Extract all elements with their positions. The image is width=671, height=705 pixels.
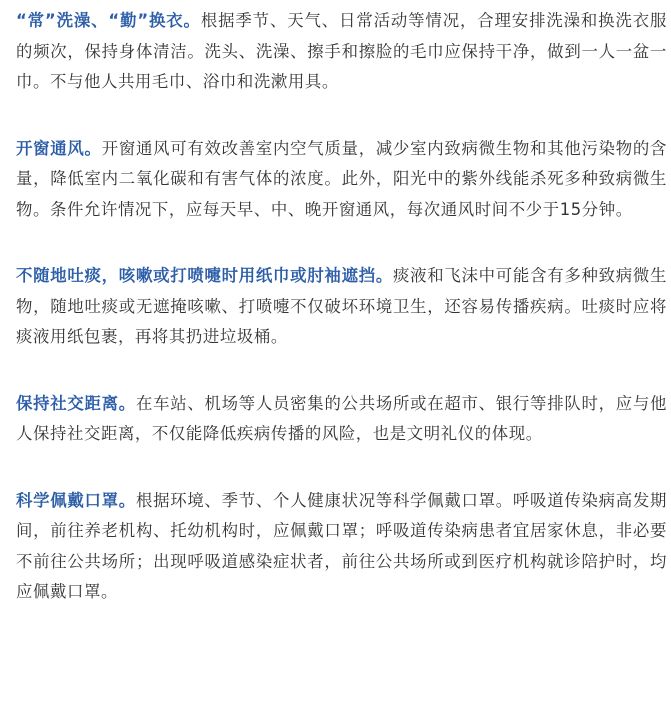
paragraph-text: 痰液和飞沫中可能含有多种致病微生物，随地吐痰或无遮掩咳嗽、打喷嚏不仅破坏环境卫生，还容易传播疾病。吐痰时应将痰液用纸包裹，再将其扔进垃圾桶。	[16, 266, 667, 346]
paragraph-heading: “常”洗澡、“勤”换衣。	[16, 11, 201, 30]
paragraph-heading: 科学佩戴口罩。	[16, 490, 136, 510]
paragraph-mask	[16, 486, 667, 608]
paragraph-text: 根据环境、季节、个人健康状况等科学佩戴口罩。呼吸道传染病高发期间，前往养老机构、托幼机构时，应佩戴口罩；呼吸道传染病患者宜居家休息，非必要不前往公共场所；出现呼吸道感染症状者，前往公共场所或到医疗机构就诊陪护时，均应佩戴口罩。	[16, 490, 667, 601]
paragraph-heading: 开窗通风。	[16, 138, 102, 158]
article-body	[16, 6, 667, 644]
paragraph-ventilation	[16, 134, 667, 226]
paragraph-text: 根据季节、天气、日常活动等情况，合理安排洗澡和换洗衣服的频次，保持身体清洁。洗头、洗澡、擦手和擦脸的毛巾应保持干净，做到一人一盆一巾。不与他人共用毛巾、浴巾和洗漱用具。	[16, 11, 667, 91]
paragraph-heading: 保持社交距离。	[16, 393, 136, 413]
paragraph-spitting	[16, 261, 667, 353]
paragraph-text: 开窗通风可有效改善室内空气质量，减少室内致病微生物和其他污染物的含量，降低室内二氧化碳和有害气体的浓度。此外，阳光中的紫外线能杀死多种致病微生物。条件允许情况下，应每天早、中、晚开窗通风，每次通风时间不少于15分钟。	[16, 138, 667, 219]
paragraph-heading: 不随地吐痰，咳嗽或打喷嚏时用纸巾或肘袖遮挡。	[16, 266, 393, 285]
paragraph-social-distance	[16, 389, 667, 450]
paragraph-bathing	[16, 6, 667, 98]
paragraph-text: 在车站、机场等人员密集的公共场所或在超市、银行等排队时，应与他人保持社交距离，不仅能降低疾病传播的风险，也是文明礼仪的体现。	[16, 393, 667, 443]
